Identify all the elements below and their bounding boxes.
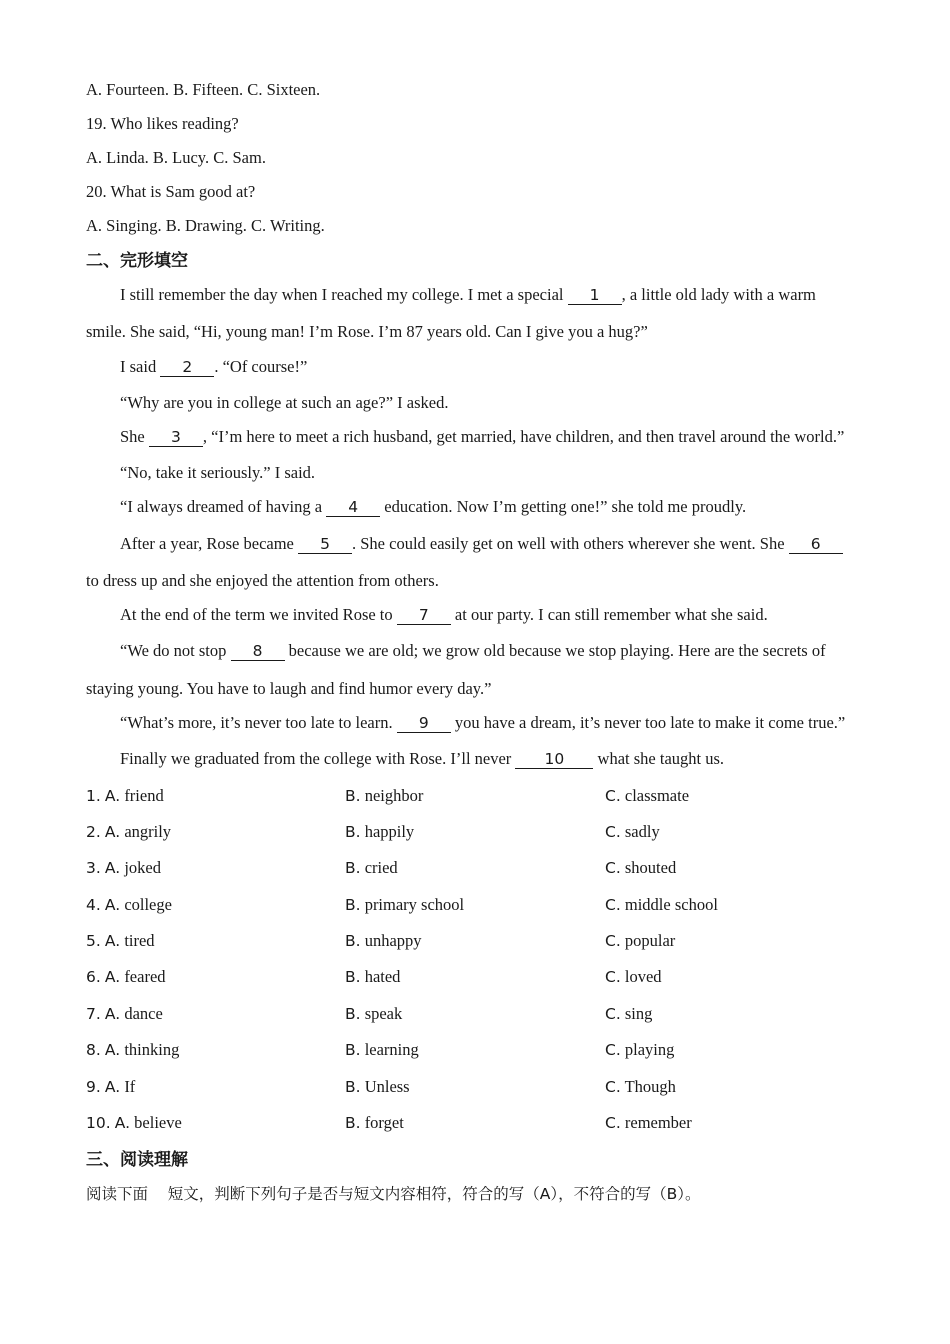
passage-text: I still remember the day when I reached my college. I met a special	[120, 285, 568, 304]
blank-10: 10	[515, 750, 593, 769]
passage-line	[120, 285, 816, 305]
passage-line: “Why are you in college at such an age?” I asked.	[120, 393, 449, 412]
passage-line	[120, 427, 844, 447]
passage-text: , a little old lady with a warm	[621, 285, 816, 304]
option-9b: B. Unless	[345, 1077, 410, 1096]
option-1a: 1. A. friend	[86, 786, 164, 805]
passage-text: , “I’m here to meet a rich husband, get married, have children, and then travel around the world.”	[202, 427, 845, 446]
passage-text: “What’s more, it’s never too late to learn.	[120, 713, 397, 732]
question-19: 19. Who likes reading?	[86, 114, 239, 133]
passage-line	[120, 534, 843, 554]
blank-7: 7	[397, 606, 451, 625]
passage-line	[120, 605, 768, 625]
passage-text: She	[120, 427, 149, 446]
option-3c: C. shouted	[605, 858, 677, 877]
passage-line: “No, take it seriously.” I said.	[120, 463, 316, 482]
passage-text: “We do not stop	[120, 641, 231, 660]
section3-instruction: 阅读下面 短文，判断下列句子是否与短文内容相符，符合的写（A），不符合的写（B）。	[86, 1185, 701, 1203]
option-6b: B. hated	[345, 967, 401, 986]
option-9c: C. Though	[605, 1077, 676, 1096]
option-5a: 5. A. tired	[86, 931, 155, 950]
passage-line: to dress up and she enjoyed the attention from others.	[86, 571, 439, 590]
option-10a: 10. A. believe	[86, 1113, 182, 1132]
passage-text: what she taught us.	[593, 749, 725, 768]
option-8b: B. learning	[345, 1040, 419, 1059]
option-3a: 3. A. joked	[86, 858, 161, 877]
option-1b: B. neighbor	[345, 786, 424, 805]
blank-2: 2	[160, 358, 214, 377]
option-7c: C. sing	[605, 1004, 653, 1023]
option-5b: B. unhappy	[345, 931, 422, 950]
option-6a: 6. A. feared	[86, 967, 166, 986]
blank-8: 8	[231, 642, 285, 661]
passage-text: . “Of course!”	[214, 357, 308, 376]
option-8a: 8. A. thinking	[86, 1040, 180, 1059]
option-8c: C. playing	[605, 1040, 675, 1059]
option-4c: C. middle school	[605, 895, 718, 914]
option-4a: 4. A. college	[86, 895, 172, 914]
option-7a: 7. A. dance	[86, 1004, 163, 1023]
passage-text: “I always dreamed of having a	[120, 497, 327, 516]
passage-line: smile. She said, “Hi, young man! I’m Rose. I’m 87 years old. Can I give you a hug?”	[86, 322, 648, 341]
option-10b: B. forget	[345, 1113, 404, 1132]
passage-text: I said	[120, 357, 161, 376]
option-2a: 2. A. angrily	[86, 822, 172, 841]
blank-1: 1	[568, 286, 622, 305]
blank-6: 6	[789, 535, 843, 554]
question-20: 20. What is Sam good at?	[86, 182, 256, 201]
option-1c: C. classmate	[605, 786, 690, 805]
passage-text: After a year, Rose became	[120, 534, 298, 553]
option-2b: B. happily	[345, 822, 415, 841]
passage-text: you have a dream, it’s never too late to make it come true.”	[450, 713, 846, 732]
question-20-options: A. Singing. B. Drawing. C. Writing.	[86, 216, 325, 235]
passage-text: because we are old; we grow old because we stop playing. Here are the secrets of	[284, 641, 826, 660]
question-19-options: A. Linda. B. Lucy. C. Sam.	[86, 148, 266, 167]
blank-9: 9	[397, 714, 451, 733]
option-2c: C. sadly	[605, 822, 660, 841]
passage-text: at our party. I can still remember what she said.	[450, 605, 768, 624]
passage-text: At the end of the term we invited Rose to	[120, 605, 397, 624]
option-3b: B. cried	[345, 858, 398, 877]
passage-line: staying young. You have to laugh and find humor every day.”	[86, 679, 492, 698]
option-7b: B. speak	[345, 1004, 403, 1023]
passage-text: Finally we graduated from the college with Rose. I’ll never	[120, 749, 516, 768]
option-5c: C. popular	[605, 931, 676, 950]
section2-title: 二、完形填空	[86, 251, 188, 271]
blank-3: 3	[149, 428, 203, 447]
passage-line	[120, 641, 826, 661]
passage-line	[120, 357, 307, 377]
blank-5: 5	[298, 535, 352, 554]
section3-title: 三、阅读理解	[86, 1150, 188, 1170]
option-6c: C. loved	[605, 967, 662, 986]
blank-4: 4	[326, 498, 380, 517]
passage-line	[120, 713, 845, 733]
passage-line	[120, 497, 746, 517]
passage-text: education. Now I’m getting one!” she told me proudly.	[380, 497, 747, 516]
passage-line	[120, 749, 724, 769]
option-9a: 9. A. If	[86, 1077, 136, 1096]
option-10c: C. remember	[605, 1113, 692, 1132]
option-4b: B. primary school	[345, 895, 465, 914]
passage-text: . She could easily get on well with others wherever she went. She	[352, 534, 789, 553]
question-18-options: A. Fourteen. B. Fifteen. C. Sixteen.	[86, 80, 321, 99]
